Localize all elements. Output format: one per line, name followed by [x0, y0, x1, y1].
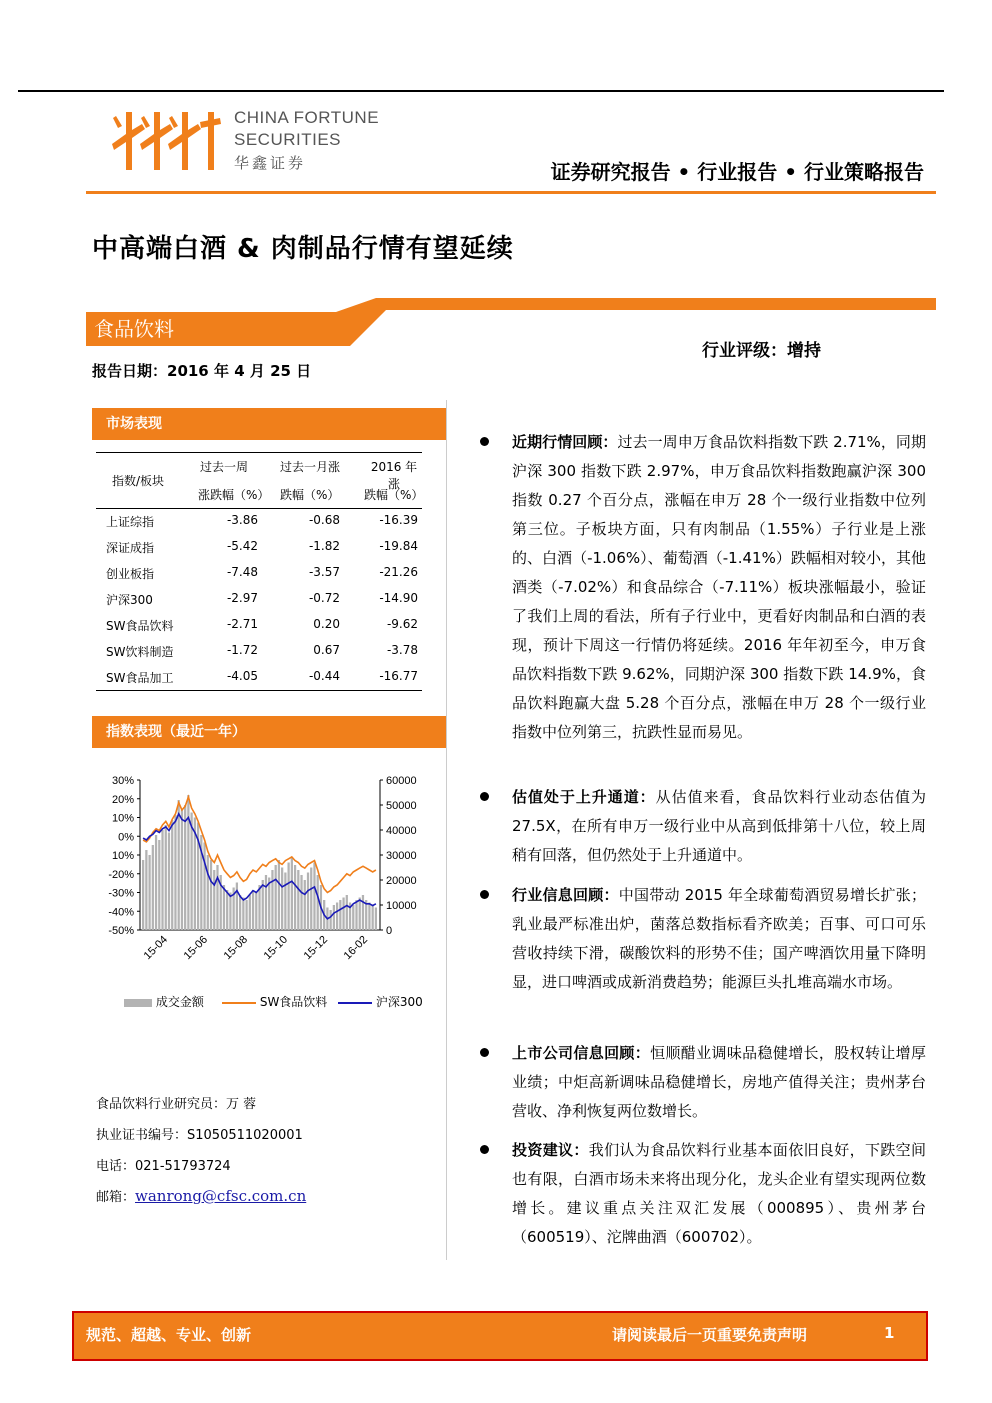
doc-type-label: 证券研究报告 • 行业报告 • 行业策略报告: [550, 160, 924, 184]
volume-bar: [375, 908, 377, 931]
volume-bar: [300, 875, 302, 930]
x-tick-label: 15-06: [181, 933, 211, 963]
left-tick-label: 20%: [111, 793, 134, 806]
table-header-month-1: 过去一月涨: [280, 460, 341, 474]
volume-bar: [339, 900, 341, 930]
left-tick-label: -30%: [108, 887, 134, 900]
logo-text-en2: SECURITIES: [234, 130, 342, 149]
analyst-name: 食品饮料行业研究员：万 蓉: [96, 1097, 257, 1112]
volume-bar: [161, 830, 163, 930]
left-tick-label: -50%: [108, 925, 134, 937]
volume-bar: [252, 890, 254, 930]
volume-bar: [333, 905, 335, 930]
x-tick-label: 15-08: [221, 933, 251, 963]
legend-volume-swatch: [124, 999, 152, 1007]
company-logo-icon: [112, 108, 222, 178]
top-rule: [18, 90, 944, 92]
right-tick-label: 0: [386, 925, 393, 937]
volume-bar: [223, 885, 225, 930]
table-row: SW饮料制造 -1.72 0.67 -3.78: [106, 643, 418, 659]
volume-bar: [362, 895, 364, 930]
volume-bar: [229, 893, 231, 931]
volume-bar: [181, 810, 183, 930]
volume-bar: [249, 895, 251, 930]
table-header-month-2: 跌幅（%）: [280, 488, 340, 502]
x-tick-label: 15-10: [261, 933, 291, 963]
x-tick-label: 16-02: [341, 933, 371, 963]
volume-bar: [207, 855, 209, 930]
volume-bar: [336, 903, 338, 931]
x-tick-label: 15-12: [301, 933, 331, 963]
right-tick-label: 30000: [386, 850, 417, 862]
left-tick-label: 0%: [118, 831, 134, 844]
report-date: 报告日期：2016 年 4 月 25 日: [92, 362, 312, 380]
table-header-week-2: 涨跌幅（%）: [198, 488, 270, 502]
legend-hs300: 沪深300: [338, 993, 423, 1010]
left-tick-label: -40%: [108, 906, 134, 919]
volume-bar: [330, 910, 332, 930]
volume-bar: [245, 900, 247, 930]
volume-bar: [158, 840, 160, 930]
volume-bar: [216, 865, 218, 930]
volume-bar: [242, 898, 244, 931]
volume-bar: [317, 875, 319, 930]
analyst-phone: 电话：021-51793724: [96, 1159, 231, 1174]
bullet-icon: [480, 1048, 489, 1057]
index-performance-chart: [100, 768, 440, 988]
table-row: 创业板指 -7.48 -3.57 -21.26: [106, 565, 418, 581]
right-tick-label: 50000: [386, 800, 417, 812]
table-row: 上证综指 -3.86 -0.68 -16.39: [106, 513, 418, 529]
volume-bar: [359, 898, 361, 931]
bullet-icon: [480, 437, 489, 446]
right-tick-label: 10000: [386, 900, 417, 912]
volume-bar: [368, 903, 370, 931]
logo-text-cn: 华鑫证券: [234, 154, 307, 172]
left-tick-label: -20%: [108, 868, 134, 881]
table-row: 沪深300 -2.97 -0.72 -14.90: [106, 591, 418, 607]
volume-bar: [148, 855, 150, 930]
legend-volume: 成交金额: [124, 993, 204, 1010]
volume-bar: [275, 865, 277, 930]
volume-bar: [304, 880, 306, 930]
table-header-ytd-2: 跌幅（%）: [364, 488, 424, 502]
volume-bar: [168, 833, 170, 931]
footer-disclaimer: 请阅读最后一页重要免责声明: [612, 1326, 808, 1344]
volume-bar: [268, 878, 270, 931]
logo-text-en1: CHINA FORTUNE: [234, 108, 380, 127]
legend-sw-food: SW食品饮料: [222, 993, 327, 1010]
legend-sw-food-swatch: [222, 1002, 256, 1004]
sector-name: 食品饮料: [94, 317, 174, 341]
table-row: 深证成指 -5.42 -1.82 -19.84: [106, 539, 418, 555]
left-tick-label: 10%: [111, 812, 134, 825]
volume-bar: [278, 860, 280, 930]
header-rule: [86, 191, 936, 194]
volume-bar: [346, 895, 348, 930]
volume-bar: [213, 870, 215, 930]
volume-bar: [155, 835, 157, 930]
left-tick-label: 10%: [111, 850, 134, 862]
volume-bar: [226, 890, 228, 930]
email-label: 邮箱：: [96, 1190, 136, 1205]
volume-bar: [310, 868, 312, 931]
table-row: SW食品加工 -4.05 -0.44 -16.77: [106, 669, 418, 685]
right-tick-label: 20000: [386, 875, 417, 887]
table-header-week-1: 过去一周: [200, 460, 249, 474]
index-section-header: 指数表现（最近一年）: [92, 716, 446, 748]
page-number: 1: [884, 1324, 895, 1342]
industry-rating: 行业评级：增持: [702, 341, 821, 361]
volume-bar: [255, 893, 257, 931]
volume-bar: [372, 905, 374, 930]
table-header-ytd-1: 2016 年涨: [370, 460, 418, 491]
volume-bar: [258, 885, 260, 930]
volume-bar: [297, 870, 299, 930]
volume-bar: [210, 860, 212, 930]
volume-bar: [187, 795, 189, 930]
volume-bar: [203, 843, 205, 931]
volume-bar: [178, 800, 180, 930]
table-header-index: 指数/板块: [112, 474, 165, 488]
volume-bar: [165, 825, 167, 930]
volume-bar: [313, 863, 315, 931]
volume-bar: [291, 858, 293, 931]
x-tick-label: 15-04: [141, 933, 171, 963]
report-title: 中高端白酒 & 肉制品行情有望延续: [92, 234, 514, 264]
volume-bar: [271, 870, 273, 930]
volume-bar: [184, 805, 186, 930]
column-divider: [446, 400, 447, 1260]
volume-bar: [145, 850, 147, 930]
market-section-header: 市场表现: [92, 408, 446, 440]
volume-bar: [174, 815, 176, 930]
analyst-cert: 执业证书编号：S1050511020001: [96, 1128, 303, 1143]
volume-bar: [152, 845, 154, 930]
footer-motto: 规范、超越、专业、创新: [86, 1326, 252, 1344]
left-tick-label: 30%: [111, 775, 134, 787]
right-tick-label: 60000: [386, 775, 417, 787]
email-link[interactable]: wanrong@cfsc.com.cn: [135, 1187, 307, 1205]
volume-bar: [352, 905, 354, 930]
volume-bar: [342, 898, 344, 931]
volume-bar: [265, 875, 267, 930]
volume-bar: [355, 900, 357, 930]
volume-bar: [142, 860, 144, 930]
volume-bar: [171, 820, 173, 930]
bullet-icon: [480, 792, 489, 801]
volume-bar: [281, 868, 283, 931]
volume-bar: [287, 863, 289, 931]
volume-bar: [307, 873, 309, 931]
analyst-email-row: [96, 1186, 306, 1205]
volume-bar: [284, 873, 286, 931]
volume-bar: [190, 813, 192, 931]
table-row: SW食品饮料 -2.71 0.20 -9.62: [106, 617, 418, 633]
volume-bar: [294, 865, 296, 930]
volume-bar: [262, 880, 264, 930]
legend-hs300-swatch: [338, 1002, 372, 1004]
right-tick-label: 40000: [386, 825, 417, 837]
volume-bar: [239, 895, 241, 930]
bullet-icon: [480, 890, 489, 899]
bullet-icon: [480, 1145, 489, 1154]
